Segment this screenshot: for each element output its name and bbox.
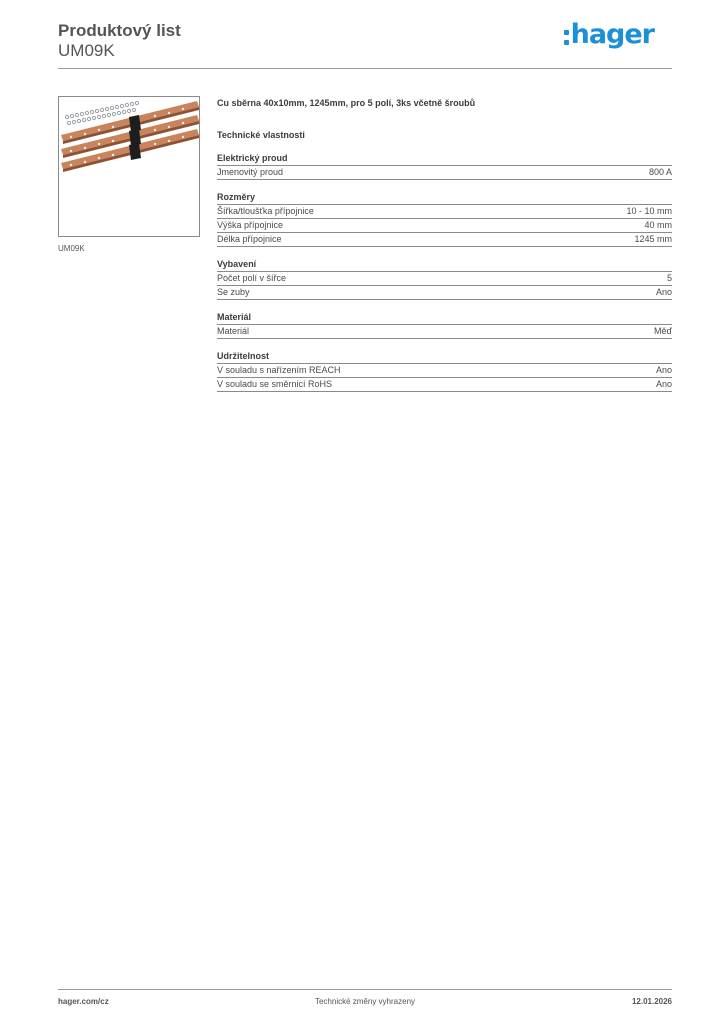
page-header [58,20,672,70]
property-label: Šířka/tloušťka přípojnice [217,206,314,216]
property-value: 40 mm [644,220,672,230]
property-row [217,378,672,392]
product-image [58,96,200,237]
header-divider [58,68,672,69]
property-row [217,325,672,339]
property-value: 10 - 10 mm [626,206,672,216]
property-label: Jmenovitý proud [217,167,284,177]
product-code: UM09K [58,41,115,60]
property-row [217,272,672,286]
property-row [217,286,672,300]
section-sustainability [217,350,672,392]
section-dimensions [217,191,672,247]
property-label: Délka přípojnice [217,234,282,244]
image-caption: UM09K [58,244,85,253]
property-value: 5 [666,273,672,283]
footer-date: 12.01.2026 [631,997,672,1006]
footer-notice: Technické změny vyhrazeny [314,997,416,1006]
hager-logo [564,20,654,50]
product-description: Cu sběrna 40x10mm, 1245mm, pro 5 polí, 3ks včetně šroubů [217,98,476,108]
logo-dots-icon [564,30,569,45]
property-label: Počet polí v šířce [217,273,287,283]
property-row [217,233,672,247]
property-value: 1245 mm [634,234,672,244]
product-details [217,96,672,392]
property-row [217,205,672,219]
property-row [217,219,672,233]
property-label: V souladu s nařízením REACH [217,365,341,375]
copper-busbar-image [59,97,199,236]
property-value: Ano [655,365,672,375]
property-value: 800 A [648,167,672,177]
property-label: Se zuby [217,287,250,297]
section-electric-current [217,152,672,180]
property-row [217,364,672,378]
section-material [217,311,672,339]
section-title: Rozměry [217,191,672,205]
property-value: Ano [655,287,672,297]
property-label: Výška přípojnice [217,220,284,230]
section-title: Materiál [217,311,672,325]
property-label: Materiál [217,326,250,336]
page-title: Produktový list [58,21,181,40]
property-label: V souladu se směrnicí RoHS [217,379,333,389]
section-title: Udržitelnost [217,350,672,364]
section-title: Vybavení [217,258,672,272]
section-equipment [217,258,672,300]
logo-text: hager [570,19,654,50]
section-title: Elektrický proud [217,152,672,166]
footer-website-link[interactable]: hager.com/cz [58,997,109,1006]
property-row [217,166,672,180]
footer-divider [58,989,672,990]
technical-properties-heading: Technické vlastnosti [217,130,305,140]
property-value: Měď [653,326,672,336]
property-value: Ano [655,379,672,389]
